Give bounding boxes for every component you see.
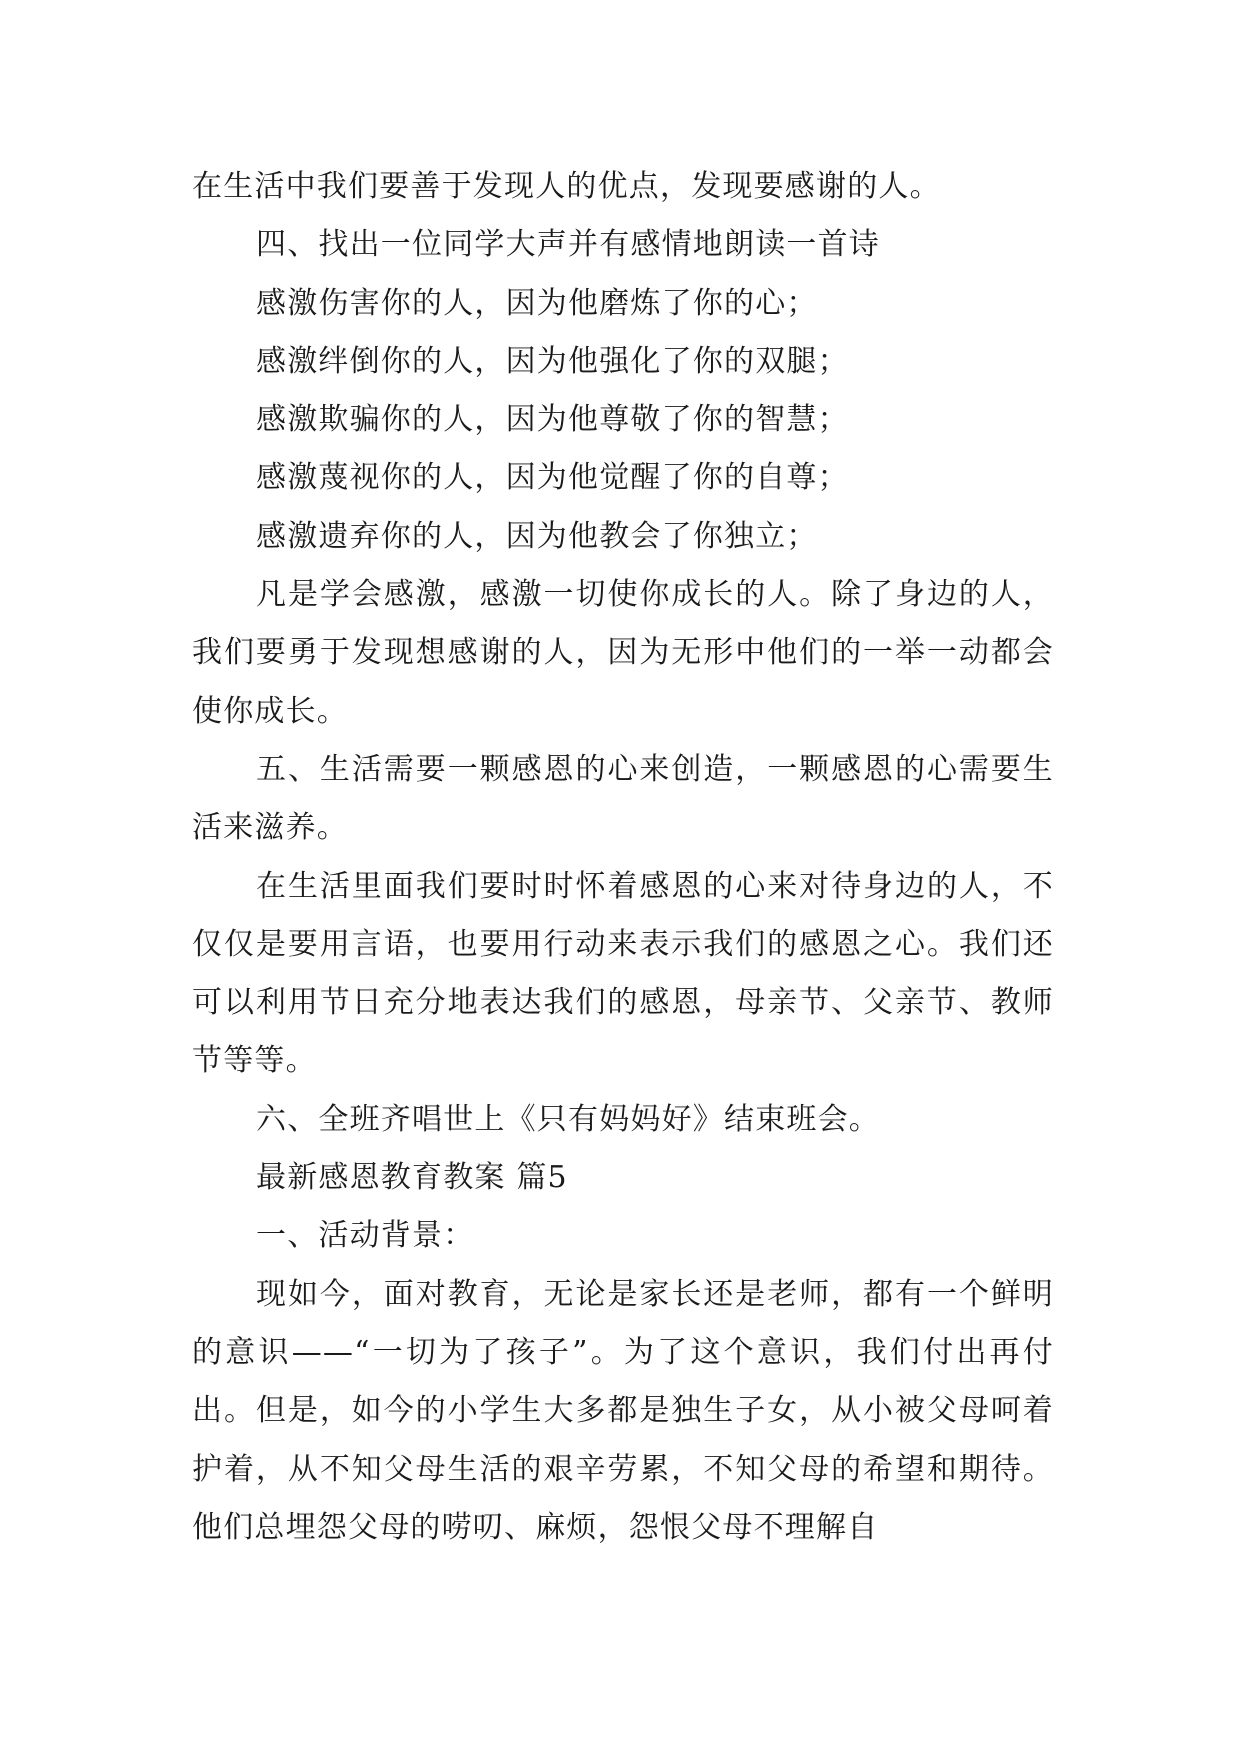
paragraph-1: 在生活中我们要善于发现人的优点，发现要感谢的人。 <box>192 169 941 204</box>
paragraph-10: 在生活里面我们要时时怀着感恩的心来对待身边的人，不仅仅是要用言语，也要用行动来表示我们的感恩之心。我们还可以利用节日充分地表达我们的感恩，母亲节、父亲节、教师节等等。 <box>192 868 1054 1079</box>
poem-line-3: 感激欺骗你的人，因为他尊敬了你的智慧； <box>256 402 849 438</box>
document-body <box>192 158 1054 1557</box>
subheading-background: 一、活动背景： <box>256 1218 475 1254</box>
poem-line-1: 感激伤害你的人，因为他磨炼了你的心； <box>256 285 818 321</box>
poem-line-2: 感激绊倒你的人，因为他强化了你的双腿； <box>256 343 849 379</box>
paragraph-9: 五、生活需要一颗感恩的心来创造，一颗感恩的心需要生活来滋养。 <box>192 751 1054 846</box>
section-heading: 最新感恩教育教案 篇5 <box>256 1160 568 1196</box>
paragraph-11: 六、全班齐唱世上《只有妈妈好》结束班会。 <box>256 1101 880 1137</box>
paragraph-8: 凡是学会感激，感激一切使你成长的人。除了身边的人，我们要勇于发现想感谢的人，因为无形中他们的一举一动都会使你成长。 <box>192 577 1054 729</box>
poem-line-5: 感激遗弃你的人，因为他教会了你独立； <box>256 518 818 554</box>
paragraph-14: 现如今，面对教育，无论是家长还是老师，都有一个鲜明的意识——“一切为了孩子”。为了这个意识，我们付出再付出。但是，如今的小学生大多都是独生子女，从小被父母呵着护着，从不知父母生活的艰辛劳累，不知父母的希望和期待。他们总埋怨父母的唠叨、麻烦，怨恨父母不理解自 <box>192 1276 1054 1545</box>
poem-line-4: 感激蔑视你的人，因为他觉醒了你的自尊； <box>256 460 849 496</box>
paragraph-2: 四、找出一位同学大声并有感情地朗读一首诗 <box>256 227 880 263</box>
